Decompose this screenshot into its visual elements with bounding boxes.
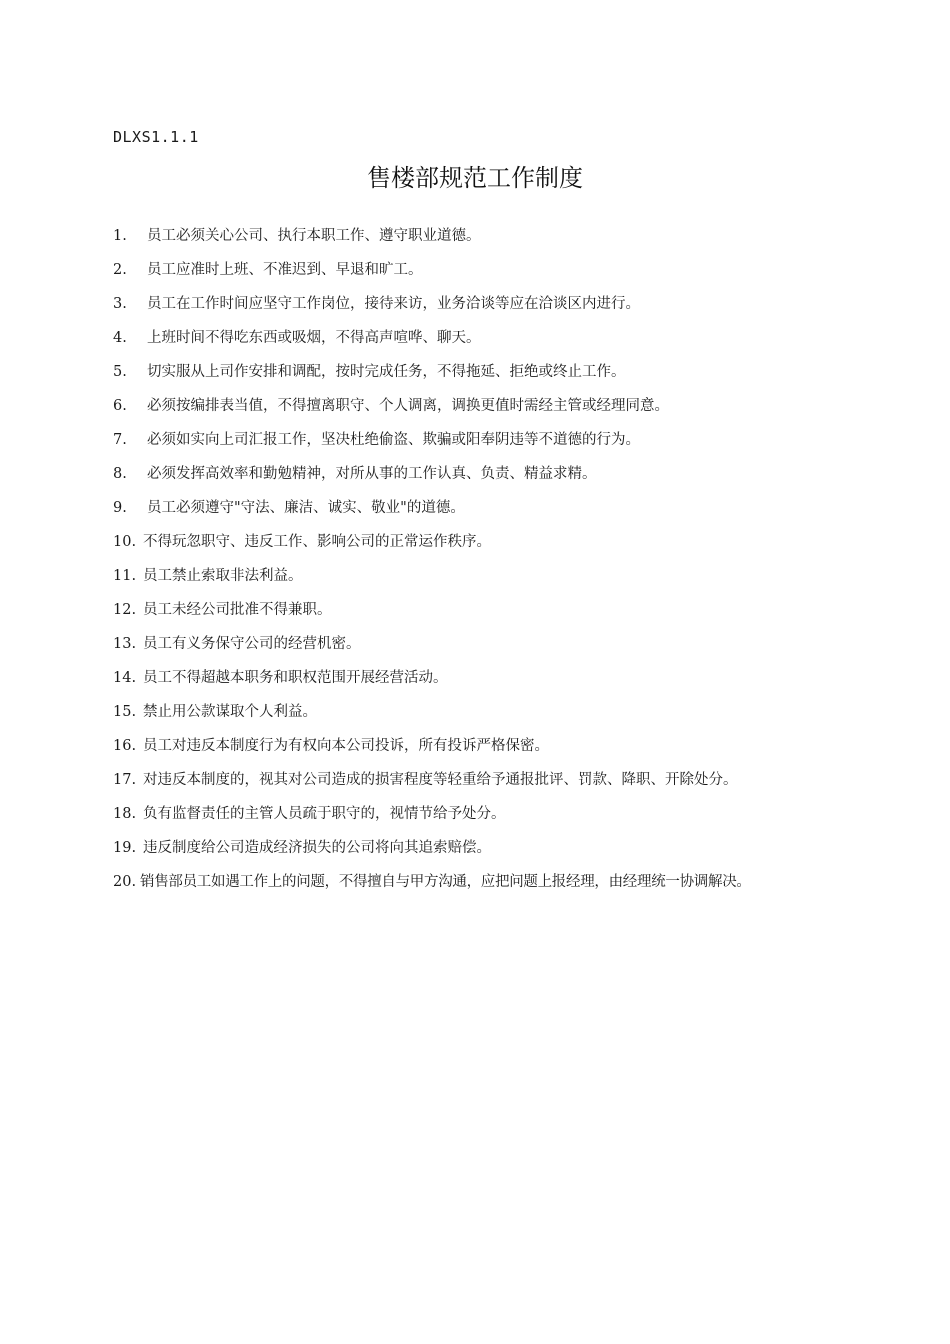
document-title: 售楼部规范工作制度 <box>367 164 583 192</box>
rule-text: 不得玩忽职守、违反工作、影响公司的正常运作秩序。 <box>143 534 491 550</box>
rule-text: 员工有义务保守公司的经营机密。 <box>143 636 361 652</box>
list-item <box>113 735 873 769</box>
rule-text: 切实服从上司作安排和调配，按时完成任务，不得拖延、拒绝或终止工作。 <box>147 364 626 380</box>
rule-text: 员工必须遵守"守法、廉洁、诚实、敬业"的道德。 <box>147 500 465 516</box>
list-item <box>113 633 873 667</box>
rule-number: 2. <box>113 262 127 278</box>
rule-number: 14. <box>113 670 137 686</box>
rule-text: 员工不得超越本职务和职权范围开展经营活动。 <box>143 670 448 686</box>
list-item <box>113 531 873 565</box>
rule-number: 19. <box>113 840 137 856</box>
rule-text: 员工禁止索取非法利益。 <box>143 568 303 584</box>
list-item <box>113 667 873 701</box>
rule-number: 17. <box>113 772 137 788</box>
list-item <box>113 565 873 599</box>
rule-text: 员工对违反本制度行为有权向本公司投诉，所有投诉严格保密。 <box>143 738 549 754</box>
rule-text: 必须发挥高效率和勤勉精神，对所从事的工作认真、负责、精益求精。 <box>147 466 597 482</box>
rule-number: 13. <box>113 636 137 652</box>
rule-text: 禁止用公款谋取个人利益。 <box>143 704 317 720</box>
rule-number: 6. <box>113 398 127 414</box>
rule-text: 负有监督责任的主管人员疏于职守的，视情节给予处分。 <box>143 806 506 822</box>
list-item <box>113 769 873 803</box>
rule-text: 上班时间不得吃东西或吸烟，不得高声喧哗、聊天。 <box>147 330 481 346</box>
rule-text: 员工应准时上班、不准迟到、早退和旷工。 <box>147 262 423 278</box>
rule-text: 员工未经公司批准不得兼职。 <box>143 602 332 618</box>
rule-number: 5. <box>113 364 127 380</box>
rule-number: 16. <box>113 738 137 754</box>
rule-text: 违反制度给公司造成经济损失的公司将向其追索赔偿。 <box>143 840 491 856</box>
rule-number: 7. <box>113 432 127 448</box>
list-item <box>113 803 873 837</box>
list-item <box>113 293 873 327</box>
list-item <box>113 361 873 395</box>
list-item <box>113 259 873 293</box>
rule-number: 3. <box>113 296 127 312</box>
list-item <box>113 463 873 497</box>
list-item <box>113 701 873 735</box>
rule-text: 必须如实向上司汇报工作，坚决杜绝偷盗、欺骗或阳奉阴违等不道德的行为。 <box>147 432 640 448</box>
list-item <box>113 837 873 871</box>
rule-number: 20. <box>113 874 137 890</box>
list-item <box>113 327 873 361</box>
rule-text: 对违反本制度的，视其对公司造成的损害程度等轻重给予通报批评、罚款、降职、开除处分。 <box>143 772 738 788</box>
rule-number: 18. <box>113 806 137 822</box>
rule-number: 9. <box>113 500 127 516</box>
list-item <box>113 429 873 463</box>
list-item <box>113 395 873 429</box>
rule-number: 11. <box>113 568 137 584</box>
rule-number: 15. <box>113 704 137 720</box>
list-item <box>113 225 873 259</box>
rule-text: 员工在工作时间应坚守工作岗位，接待来访，业务洽谈等应在洽谈区内进行。 <box>147 296 640 312</box>
list-item <box>113 599 873 633</box>
rule-text: 销售部员工如遇工作上的问题，不得擅自与甲方沟通，应把问题上报经理，由经理统一协调解决。 <box>140 874 751 890</box>
rules-list <box>113 225 873 905</box>
rule-number: 4. <box>113 330 127 346</box>
rule-number: 12. <box>113 602 137 618</box>
rule-text: 必须按编排表当值，不得擅离职守、个人调离，调换更值时需经主管或经理同意。 <box>147 398 669 414</box>
rule-number: 1. <box>113 228 127 244</box>
rule-number: 8. <box>113 466 127 482</box>
list-item <box>113 871 873 905</box>
document-code: DLXS1.1.1 <box>113 128 199 146</box>
rule-text: 员工必须关心公司、执行本职工作、遵守职业道德。 <box>147 228 481 244</box>
list-item <box>113 497 873 531</box>
rule-number: 10. <box>113 534 137 550</box>
